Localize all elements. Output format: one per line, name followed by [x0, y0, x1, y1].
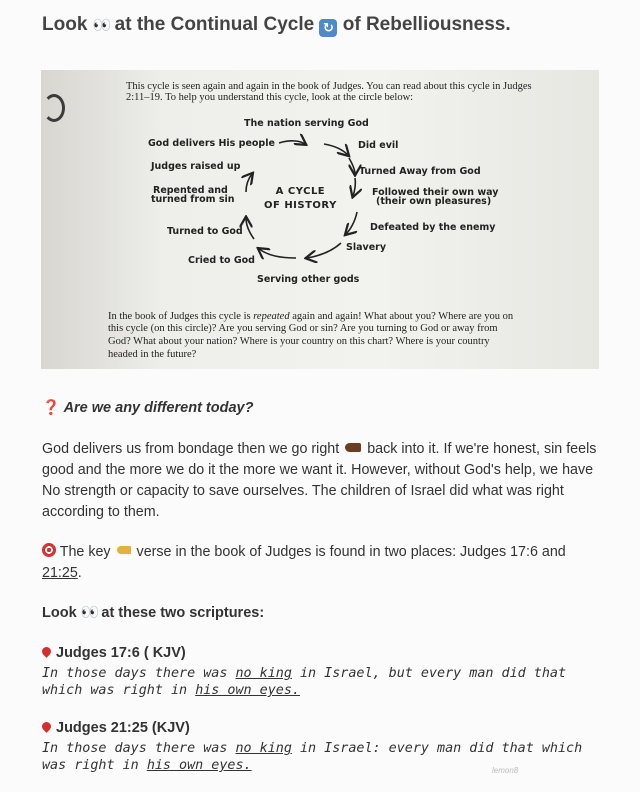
- pushpin-icon: [40, 720, 53, 733]
- verse-1-text: In those days there was no king in Israel, but every man did that which was right in his own eyes.: [42, 666, 567, 698]
- node-cried-to-god: Cried to God: [188, 255, 255, 266]
- cycle-center-title: A CYCLE OF HISTORY: [264, 186, 337, 211]
- node-judges-raised: Judges raised up: [151, 161, 241, 172]
- node-slavery: Slavery: [346, 242, 387, 253]
- eyes-icon: 👀: [92, 17, 110, 34]
- cycle-arrows-icon: ↻: [319, 19, 337, 37]
- title-after: of Rebelliousness.: [342, 14, 511, 35]
- paragraph-key-verse: The key verse in the book of Judges is found in two places: Judges 17:6 and 21:25.: [42, 544, 566, 581]
- pushpin-icon: [40, 645, 53, 658]
- node-repented: Repented and: [153, 185, 228, 196]
- node-serving-god: The nation serving God: [244, 118, 369, 129]
- node-turned-to-god: Turned to God: [167, 226, 243, 237]
- question-heading: [42, 399, 253, 416]
- photo-intro-line-1: This cycle is seen again and again in the book of Judges. You can read about this cycle in Judges: [126, 81, 532, 92]
- cycle-of-history-photo: [41, 70, 599, 369]
- node-serving-other-gods: Serving other gods: [257, 274, 360, 285]
- title-middle: at the Continual Cycle: [114, 14, 315, 35]
- photo-outro-line-3: God? What about your nation? Where is your country on this chart? Where is your country: [108, 336, 490, 347]
- photo-outro-line-2: this cycle (on this circle)? Are you serving God or sin? Are you turning to God or away from: [108, 323, 498, 334]
- scripture-link-21-25[interactable]: 21:25: [42, 565, 78, 581]
- node-turned-from-sin: turned from sin: [151, 194, 235, 205]
- node-followed-own-way: Followed their own way: [372, 187, 499, 198]
- page-title: [42, 14, 511, 37]
- photo-intro-line-2: 2:11–19. To help you understand this cycle, look at the circle below:: [126, 92, 414, 103]
- watermark-brand: lemon8: [492, 766, 519, 775]
- node-defeated: Defeated by the enemy: [370, 222, 496, 233]
- pointing-hand-icon: [345, 443, 361, 452]
- eyes-icon: 👀: [80, 604, 98, 621]
- verse-2-text: In those days there was no king in Israel: every man did that which was right in his own eyes.: [42, 741, 583, 773]
- node-turned-away: Turned Away from God: [359, 166, 481, 177]
- node-did-evil: Did evil: [358, 140, 399, 151]
- photo-outro-line-1: In the book of Judges this cycle is repeated again and again! What about you? Where are you on: [108, 311, 514, 322]
- question-text: Are we any different today?: [63, 400, 254, 416]
- scriptures-heading: Look 👀 at these two scriptures:: [42, 604, 265, 621]
- paragraph-bondage: God delivers us from bondage then we go right back into it. If we're honest, sin feels good and the more we do it the more we want it. However, without God's help, we have No strength or capacity to save ourselves. The children of Israel did what was right according to them.: [42, 441, 597, 520]
- question-mark-icon: ❓: [42, 400, 61, 416]
- verse-1-reference: Judges 17:6 ( KJV): [42, 645, 186, 661]
- title-look: Look: [42, 14, 88, 35]
- key-icon: [117, 546, 131, 554]
- verse-2-reference: Judges 21:25 (KJV): [42, 720, 190, 736]
- target-icon: [42, 543, 56, 557]
- photo-outro-line-4: headed in the future?: [108, 349, 197, 360]
- node-own-pleasures: (their own pleasures): [376, 196, 492, 207]
- node-god-delivers: God delivers His people: [148, 138, 275, 149]
